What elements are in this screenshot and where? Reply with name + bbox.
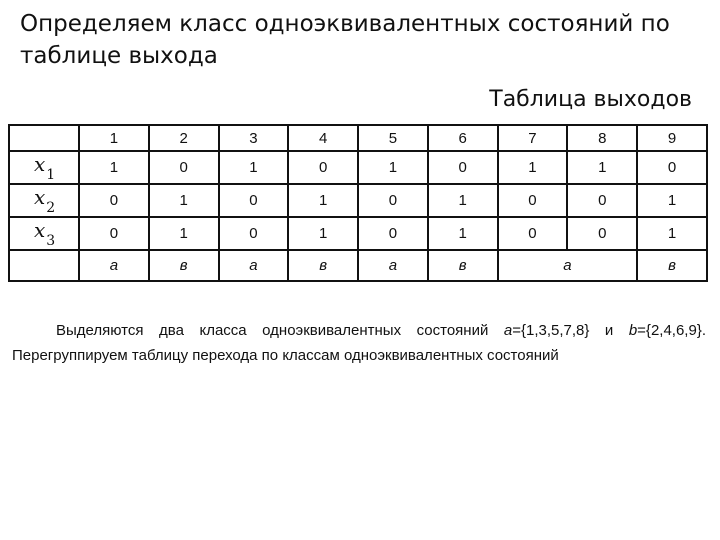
table-cell: 1 — [149, 184, 219, 217]
table-caption: Таблица выходов — [489, 87, 692, 112]
row-index: 1 — [46, 167, 56, 183]
explanation-paragraph — [12, 318, 706, 368]
class-cell: в — [288, 250, 358, 281]
table-cell: 1 — [288, 217, 358, 250]
paragraph-part1: Выделяются два класса одноэквивалентных состояний — [56, 322, 504, 339]
table-cell: 1 — [79, 151, 149, 184]
table-cell: 1 — [428, 217, 498, 250]
class-row-header — [9, 250, 79, 281]
table-cell: 1 — [219, 151, 289, 184]
class-a-label: a — [503, 322, 513, 339]
table-cell: 0 — [219, 217, 289, 250]
table-cell: 1 — [428, 184, 498, 217]
table-header-row — [9, 125, 707, 151]
row-variable: x — [34, 152, 46, 176]
table-cell: 0 — [149, 151, 219, 184]
table-cell: 0 — [358, 217, 428, 250]
class-cell: в — [637, 250, 707, 281]
table-cell: 0 — [428, 151, 498, 184]
class-cell: в — [149, 250, 219, 281]
column-header: 8 — [567, 125, 637, 151]
column-header: 6 — [428, 125, 498, 151]
table-cell: 0 — [567, 184, 637, 217]
column-header: 4 — [288, 125, 358, 151]
table-cell: 1 — [567, 151, 637, 184]
slide-title: Определяем класс одноэквивалентных состояний по таблице выхода — [20, 11, 670, 69]
class-cell: а — [79, 250, 149, 281]
table-row — [9, 217, 707, 250]
row-header — [9, 217, 79, 250]
table-cell: 0 — [498, 184, 568, 217]
table-cell: 0 — [498, 217, 568, 250]
class-cell: а — [498, 250, 638, 281]
row-index: 3 — [46, 233, 56, 249]
column-header: 9 — [637, 125, 707, 151]
class-cell: а — [358, 250, 428, 281]
class-b-label: b — [628, 322, 638, 339]
class-cell: в — [428, 250, 498, 281]
table-cell: 0 — [567, 217, 637, 250]
row-index: 2 — [46, 200, 56, 216]
row-header — [9, 184, 79, 217]
table-cell: 1 — [637, 217, 707, 250]
row-variable: x — [34, 185, 46, 209]
table-row — [9, 151, 707, 184]
table-cell: 1 — [358, 151, 428, 184]
column-header: 3 — [219, 125, 289, 151]
column-header: 2 — [149, 125, 219, 151]
table-cell: 0 — [358, 184, 428, 217]
output-table — [8, 124, 708, 282]
table-row — [9, 184, 707, 217]
class-cell: а — [219, 250, 289, 281]
class-a-value: ={1,3,5,7,8} и — [512, 322, 629, 339]
table-cell: 1 — [288, 184, 358, 217]
table-cell: 0 — [79, 184, 149, 217]
corner-cell — [9, 125, 79, 151]
column-header: 7 — [498, 125, 568, 151]
column-header: 1 — [79, 125, 149, 151]
column-header: 5 — [358, 125, 428, 151]
table-cell: 0 — [637, 151, 707, 184]
class-b-value: ={2,4,6,9}. Перегруппируем таблицу перехода по классам одноэквивалентных состояний — [12, 322, 706, 364]
class-row — [9, 250, 707, 281]
table-cell: 1 — [149, 217, 219, 250]
table-cell: 0 — [79, 217, 149, 250]
row-variable: x — [34, 218, 46, 242]
row-header — [9, 151, 79, 184]
table-cell: 0 — [288, 151, 358, 184]
table-cell: 0 — [219, 184, 289, 217]
table-cell: 1 — [498, 151, 568, 184]
table-cell: 1 — [637, 184, 707, 217]
